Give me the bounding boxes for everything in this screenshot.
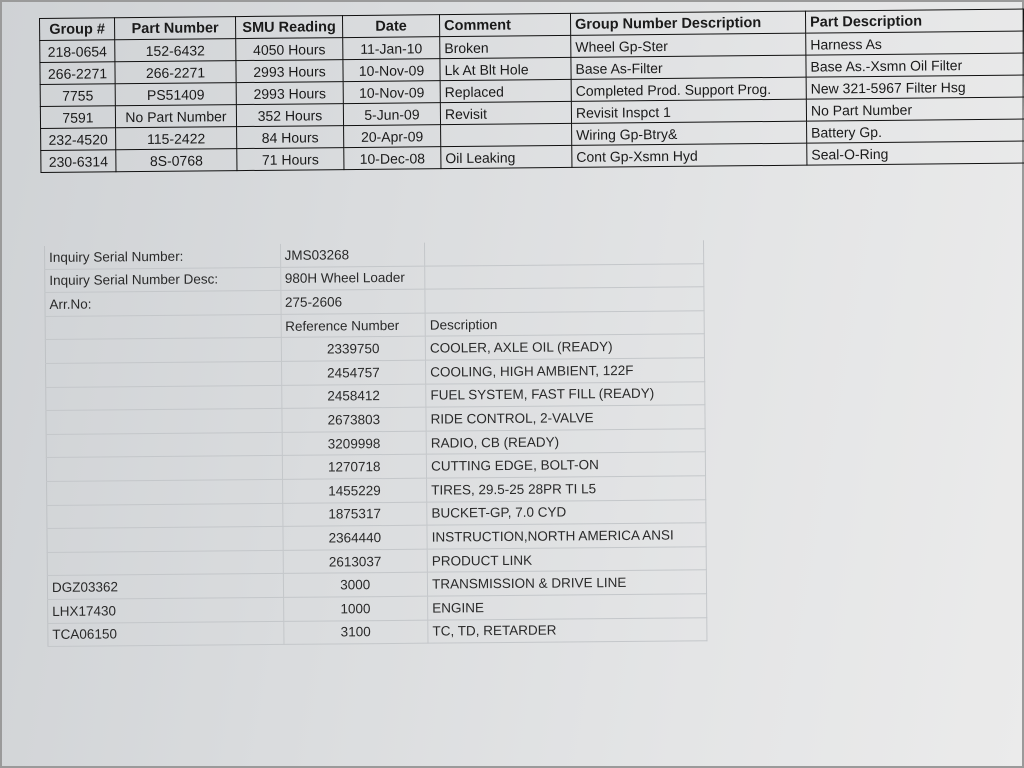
- reference-number-cell: 2339750: [281, 337, 426, 362]
- serial-code-cell: DGZ03362: [47, 574, 283, 600]
- description-cell: COOLER, AXLE OIL (READY): [425, 334, 704, 360]
- reference-number-cell: 2673803: [281, 407, 426, 432]
- table-cell: 232-4520: [41, 128, 116, 151]
- table-cell: Base As.-Xsmn Oil Filter: [806, 53, 1024, 77]
- reference-number-cell: 1455229: [282, 478, 427, 503]
- description-cell: BUCKET-GP, 7.0 CYD: [427, 499, 706, 525]
- table-cell: Revisit: [440, 101, 571, 124]
- table-cell: Harness As: [806, 31, 1024, 55]
- table-cell: 84 Hours: [237, 126, 344, 149]
- header-comment: Comment: [439, 13, 570, 36]
- parts-history-table: [39, 9, 1024, 173]
- table-cell: Lk At Blt Hole: [440, 57, 571, 80]
- header-group-number: Group #: [40, 18, 115, 41]
- table-cell: 10-Nov-09: [343, 59, 440, 82]
- table-cell: New 321-5967 Filter Hsg: [806, 75, 1024, 99]
- table-cell: [441, 123, 572, 146]
- description-cell: ENGINE: [428, 594, 707, 620]
- reference-item-row: [48, 617, 707, 646]
- header-part-description: Part Description: [805, 9, 1023, 33]
- table-cell: Seal-O-Ring: [807, 141, 1024, 165]
- serial-code-cell: [47, 527, 283, 553]
- table-cell: Cont Gp-Xsmn Hyd: [572, 143, 807, 167]
- inquiry-desc-value: 980H Wheel Loader: [280, 266, 425, 291]
- table-cell: Oil Leaking: [441, 145, 572, 168]
- serial-code-cell: [46, 456, 282, 482]
- description-cell: PRODUCT LINK: [427, 546, 706, 572]
- reference-number-cell: 1000: [283, 596, 428, 621]
- table-cell: 7591: [40, 106, 115, 129]
- header-smu-reading: SMU Reading: [235, 16, 342, 39]
- reference-number-cell: 3000: [283, 572, 428, 597]
- serial-code-cell: [46, 409, 282, 435]
- table-cell: Revisit Inspct 1: [571, 99, 806, 123]
- serial-code-cell: [47, 503, 283, 529]
- table-cell: 5-Jun-09: [343, 103, 440, 126]
- inquiry-sheet: [44, 240, 707, 647]
- table-cell: 218-0654: [40, 40, 115, 63]
- reference-number-cell: 1875317: [282, 502, 427, 527]
- description-cell: RADIO, CB (READY): [426, 428, 705, 454]
- description-cell: FUEL SYSTEM, FAST FILL (READY): [426, 381, 705, 407]
- table-cell: 266-2271: [115, 61, 236, 84]
- table-cell: 10-Dec-08: [344, 147, 441, 170]
- reference-number-cell: 2613037: [283, 549, 428, 574]
- description-cell: TRANSMISSION & DRIVE LINE: [427, 570, 706, 596]
- table-cell: Broken: [440, 35, 571, 58]
- table-cell: 2993 Hours: [236, 60, 343, 83]
- reference-number-cell: 1270718: [282, 455, 427, 480]
- table-cell: No Part Number: [115, 105, 236, 128]
- table-cell: 115-2422: [116, 127, 237, 150]
- reference-number-header: Reference Number: [281, 313, 426, 338]
- serial-code-cell: [46, 385, 282, 411]
- table-cell: 352 Hours: [236, 104, 343, 127]
- reference-number-cell: 3209998: [282, 431, 427, 456]
- serial-code-cell: [47, 550, 283, 576]
- table-cell: Wheel Gp-Ster: [571, 33, 806, 57]
- header-group-number-description: Group Number Description: [570, 11, 805, 35]
- reference-number-cell: 3100: [283, 620, 428, 645]
- reference-number-cell: 2454757: [281, 360, 426, 385]
- table-cell: Base As-Filter: [571, 55, 806, 79]
- table-cell: Battery Gp.: [807, 119, 1024, 143]
- table-cell: Replaced: [440, 79, 571, 102]
- table-cell: No Part Number: [806, 97, 1024, 121]
- table-cell: 8S-0768: [116, 149, 237, 172]
- table-cell: 266-2271: [40, 62, 115, 85]
- serial-code-cell: TCA06150: [48, 621, 284, 647]
- arrangement-label: Arr.No:: [45, 291, 281, 317]
- table-cell: Completed Prod. Support Prog.: [571, 77, 806, 101]
- header-date: Date: [342, 15, 439, 38]
- inquiry-serial-value: JMS03268: [280, 243, 425, 267]
- table-cell: 10-Nov-09: [343, 81, 440, 104]
- inquiry-serial-label: Inquiry Serial Number:: [44, 244, 280, 269]
- serial-code-cell: [46, 432, 282, 458]
- table-cell: 11-Jan-10: [343, 37, 440, 60]
- inquiry-desc-label: Inquiry Serial Number Desc:: [45, 267, 281, 293]
- table-cell: 71 Hours: [237, 148, 344, 171]
- description-cell: COOLING, HIGH AMBIENT, 122F: [426, 358, 705, 384]
- table-cell: 20-Apr-09: [344, 125, 441, 148]
- serial-code-cell: [47, 479, 283, 505]
- table-cell: 4050 Hours: [236, 38, 343, 61]
- table-cell: Wiring Gp-Btry&: [572, 121, 807, 145]
- table-cell: 230-6314: [41, 150, 116, 173]
- arrangement-value: 275-2606: [280, 289, 425, 314]
- description-cell: INSTRUCTION,NORTH AMERICA ANSI: [427, 523, 706, 549]
- description-cell: CUTTING EDGE, BOLT-ON: [426, 452, 705, 478]
- description-cell: TIRES, 29.5-25 28PR TI L5: [427, 476, 706, 502]
- table-cell: 2993 Hours: [236, 82, 343, 105]
- description-cell: TC, TD, RETARDER: [428, 617, 707, 643]
- header-part-number: Part Number: [115, 17, 236, 40]
- serial-code-cell: [46, 361, 282, 387]
- description-header: Description: [425, 311, 704, 337]
- table-cell: 152-6432: [115, 39, 236, 62]
- table-cell: PS51409: [115, 83, 236, 106]
- serial-code-cell: [45, 338, 281, 364]
- reference-number-cell: 2458412: [281, 384, 426, 409]
- description-cell: RIDE CONTROL, 2-VALVE: [426, 405, 705, 431]
- reference-number-cell: 2364440: [282, 525, 427, 550]
- serial-code-cell: LHX17430: [48, 597, 284, 623]
- table-cell: 7755: [40, 84, 115, 107]
